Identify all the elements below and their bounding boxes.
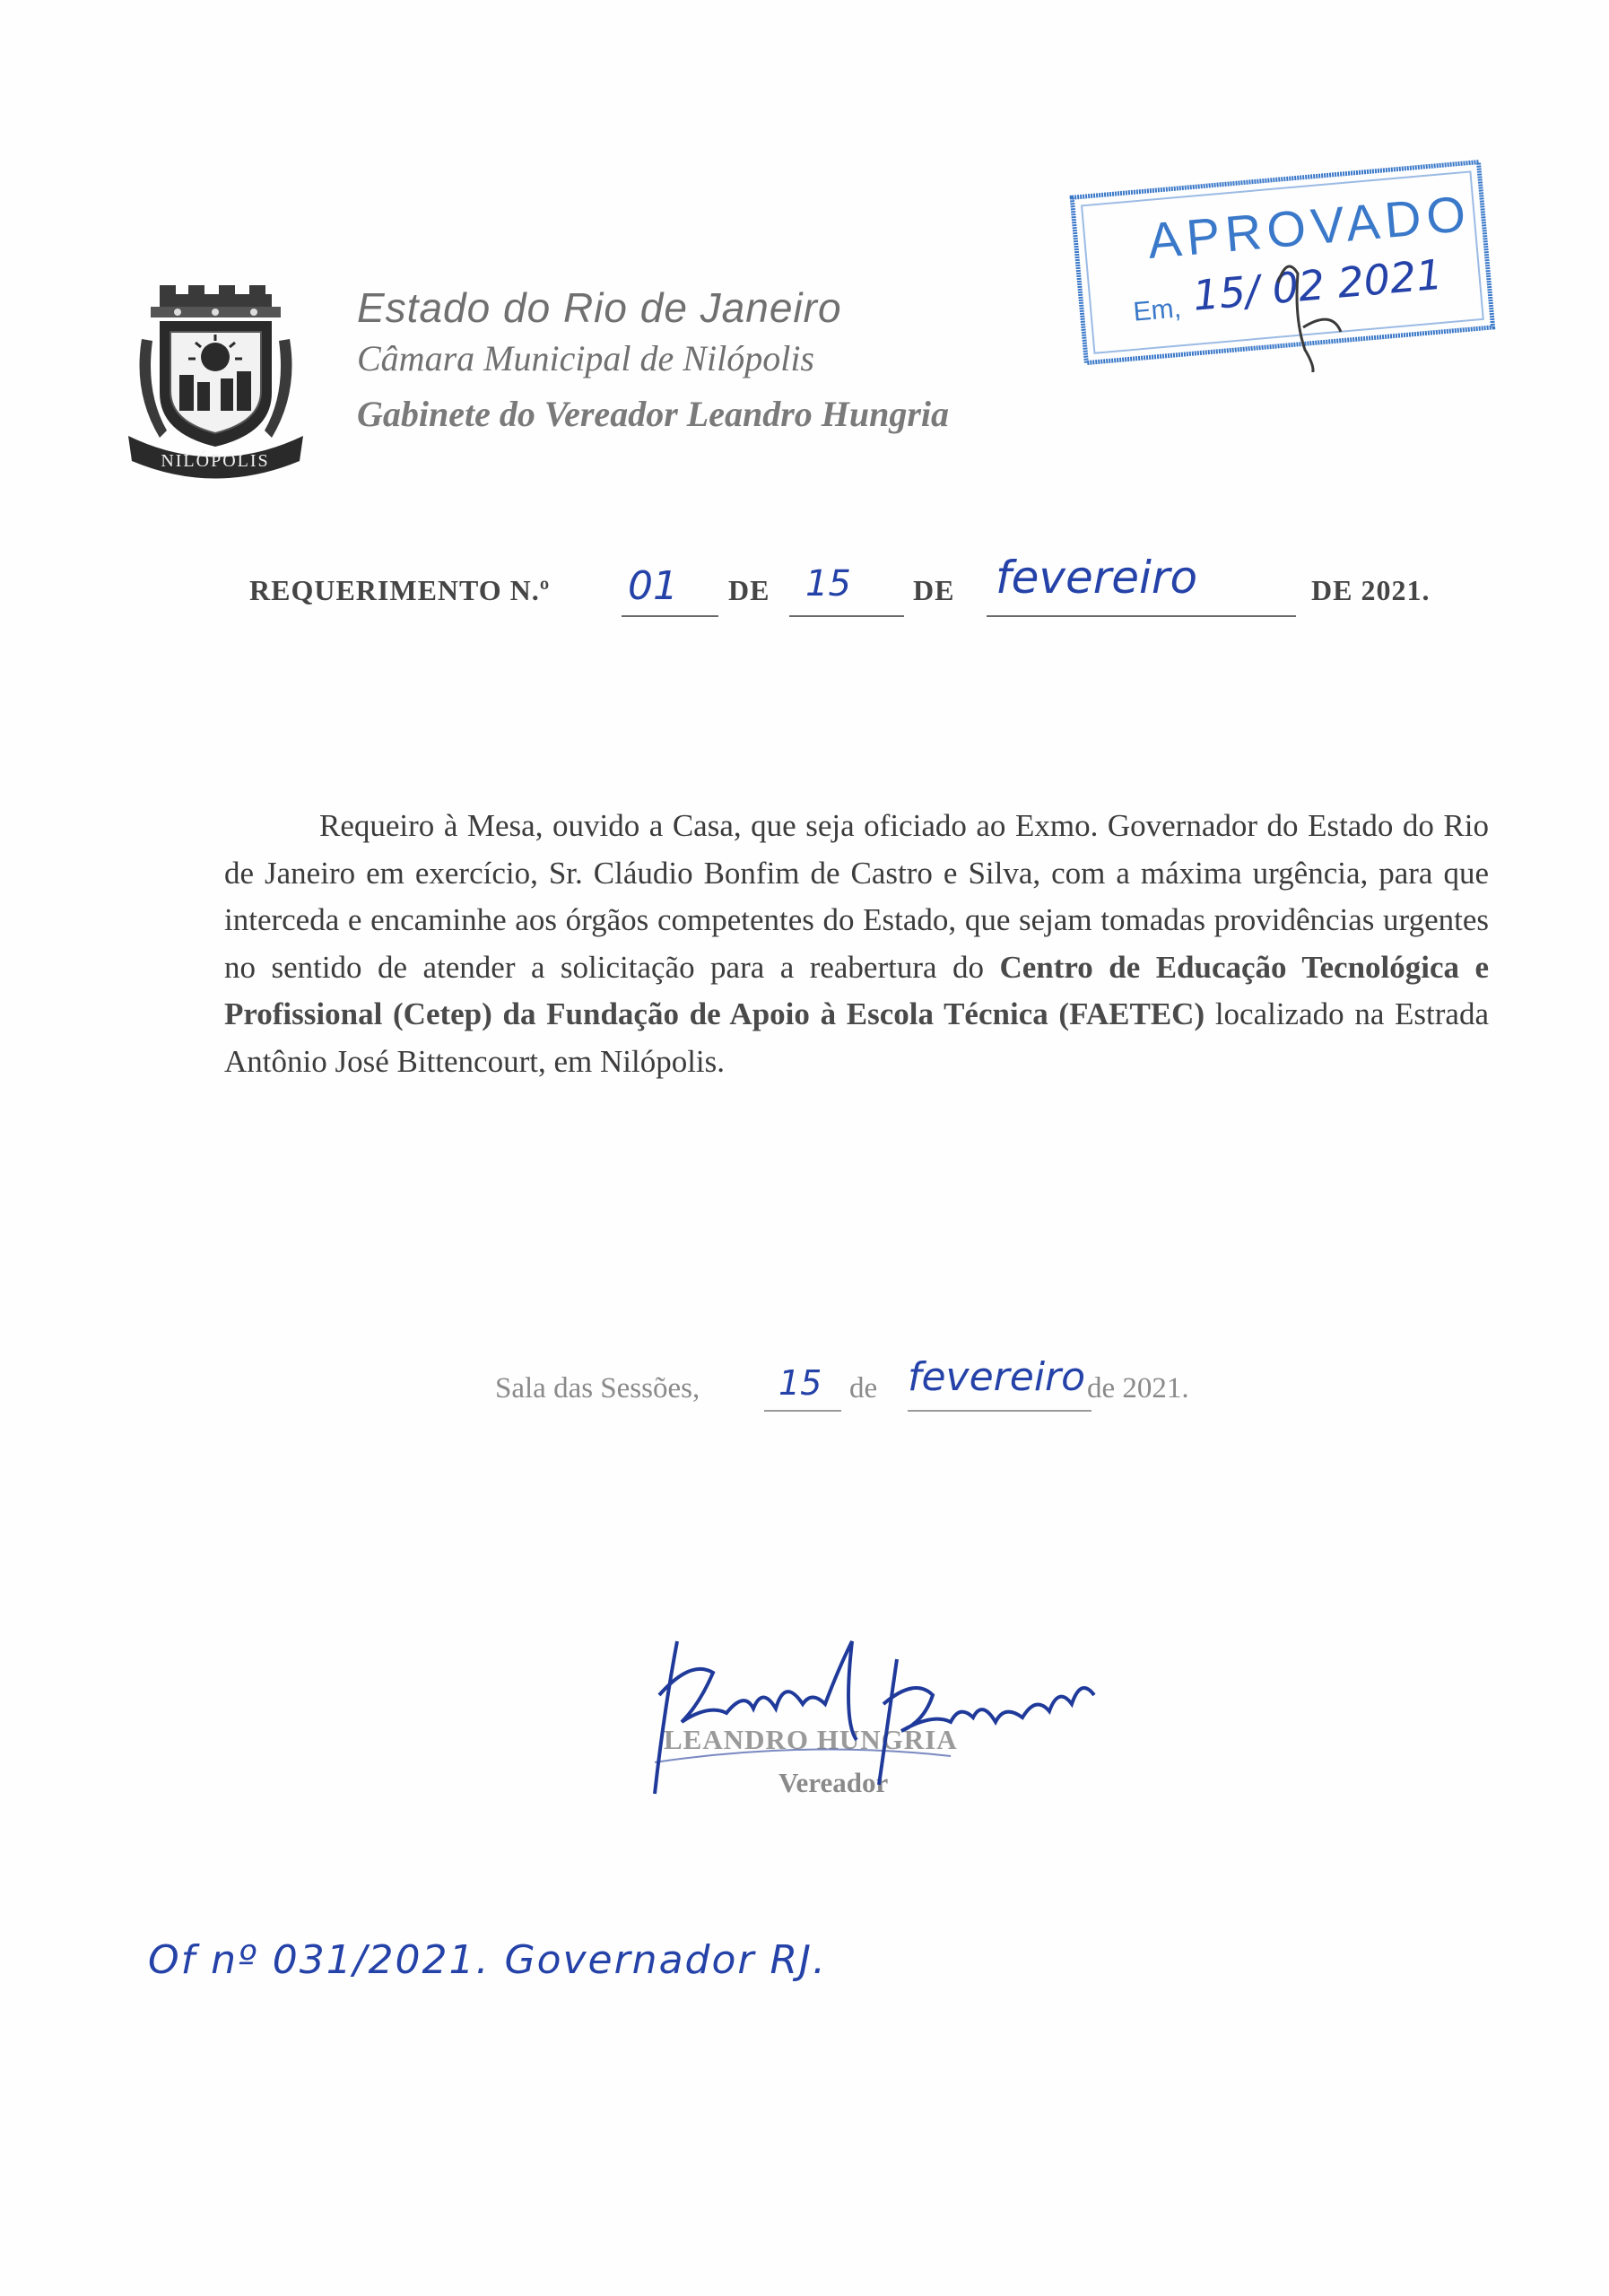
- closing-de: de: [849, 1372, 878, 1405]
- requerimento-month: fevereiro: [996, 552, 1198, 604]
- signatory-role: Vereador: [778, 1767, 889, 1798]
- body-text-before: Requeiro à Mesa, ouvido a Casa, que seja oficiado ao Exmo. Governador do Estado do Rio de Janeiro em exercício, Sr. Cláudio Bonfim de Castro e Silva, com a máxima urgência, para que interceda e encaminhe aos órgãos competentes do Estado, que sejam tomadas providências urgentes no sentido de atender a solicitação para a reabertura do: [224, 808, 1489, 985]
- month-fill-line: [987, 615, 1296, 617]
- header-office: Gabinete do Vereador Leandro Hungria: [357, 394, 950, 434]
- closing-prefix: Sala das Sessões,: [495, 1372, 700, 1405]
- coat-of-arms-seal: [124, 285, 308, 483]
- requerimento-year: DE 2021.: [1311, 574, 1431, 606]
- header-chamber: Câmara Municipal de Nilópolis: [357, 338, 814, 378]
- closing-year: de 2021.: [1087, 1372, 1189, 1405]
- signatory-name: LEANDRO HUNGRIA: [664, 1724, 958, 1755]
- office-reference-note: Of nº 031/2021. Governador RJ.: [148, 1937, 827, 1983]
- requerimento-de-2: DE: [913, 574, 955, 606]
- body-bold-institution: Centro de Educação Tecnológica e Profissional (Cetep) da Fundação de Apoio à Escola Técnica (FAETEC): [224, 949, 1490, 1031]
- requerimento-day: 15: [805, 563, 851, 604]
- stamp-date-handwritten: 15/ 02 2021: [1190, 249, 1445, 320]
- requerimento-prefix: REQUERIMENTO N.º: [249, 574, 551, 606]
- closing-day-line: [764, 1410, 841, 1412]
- number-fill-line: [622, 615, 718, 617]
- closing-day: 15: [778, 1363, 822, 1403]
- request-body: [224, 803, 1489, 1085]
- requerimento-number: 01: [628, 563, 678, 609]
- requerimento-de-1: DE: [728, 574, 770, 606]
- header-state: Estado do Rio de Janeiro: [357, 284, 842, 331]
- approval-stamp: [1063, 103, 1502, 372]
- handwritten-signature: [628, 1605, 1112, 1812]
- stamp-title: APROVADO: [1144, 184, 1474, 269]
- coat-ribbon-text: NILÓPOLIS: [161, 451, 270, 471]
- closing-month-line: [908, 1410, 1092, 1412]
- day-fill-line: [789, 615, 904, 617]
- stamp-em-label: Em,: [1132, 293, 1183, 327]
- body-text-after: localizado na Estrada Antônio José Bittencourt, em Nilópolis.: [224, 996, 1490, 1079]
- closing-month: fevereiro: [908, 1354, 1086, 1400]
